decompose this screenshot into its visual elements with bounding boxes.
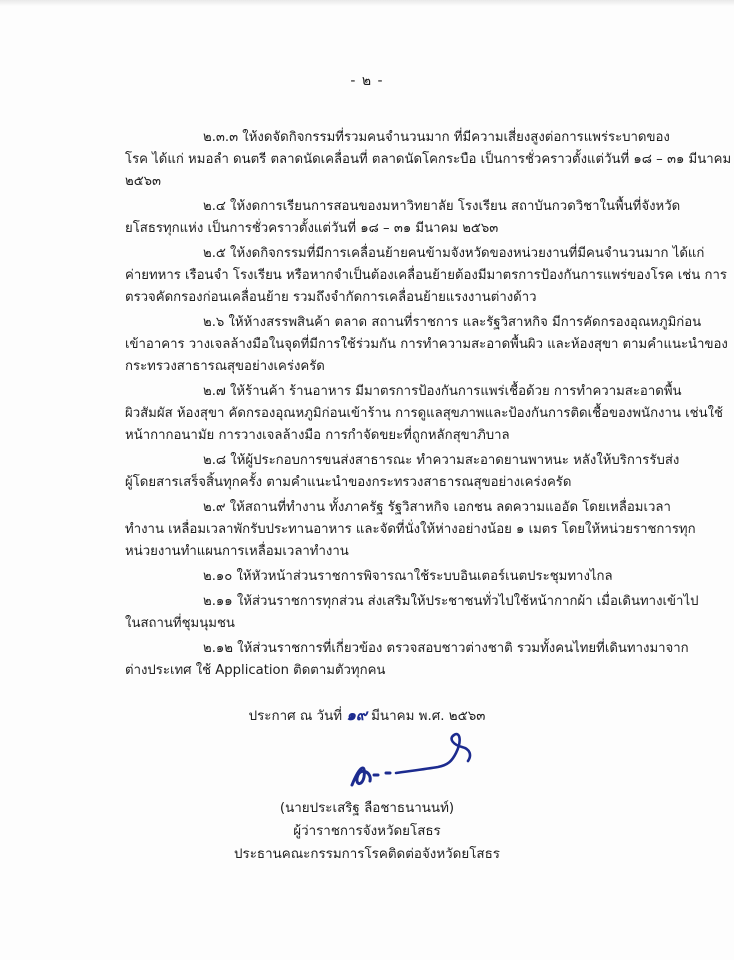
- signer-title: ผู้ว่าราชการจังหวัดยโสธร: [293, 824, 441, 839]
- signer-name: (นายประเสริฐ ลือชาธนานนท์): [279, 801, 455, 816]
- announcement-day: ๑๙: [346, 706, 367, 724]
- paragraph-2-11-line-1: ๒.๑๑ ให้ส่วนราชการทุกส่วน ส่งเสริมให้ประชาชนทั่วไปใช้หน้ากากผ้า เมื่อเดินทางเข้าไป: [203, 594, 699, 609]
- paragraph-2-6-line-3: กระทรวงสาธารณสุขอย่างเคร่งครัด: [125, 359, 325, 374]
- paragraph-2-10-line-1: ๒.๑๐ ให้หัวหน้าส่วนราชการพิจารณาใช้ระบบอินเตอร์เนตประชุมทางไกล: [203, 569, 613, 584]
- paragraph-2-12-line-1: ๒.๑๒ ให้ส่วนราชการที่เกี่ยวข้อง ตรวจสอบชาวต่างชาติ รวมทั้งคนไทยที่เดินทางมาจาก: [203, 641, 689, 656]
- paragraph-2-12-line-2: ต่างประเทศ ใช้ Application ติดตามตัวทุกคน: [125, 663, 386, 678]
- announcement-suffix: มีนาคม พ.ศ. ๒๕๖๓: [371, 709, 486, 724]
- handwritten-signature: [330, 715, 510, 800]
- paragraph-2-5-line-1: ๒.๕ ให้งดกิจกรรมที่มีการเคลื่อนย้ายคนข้ามจังหวัดของหน่วยงานที่มีคนจำนวนมาก ได้แก่: [203, 246, 705, 261]
- page-number: - ๒ -: [350, 73, 384, 89]
- paragraph-2-5-line-2: ค่ายทหาร เรือนจำ โรงเรียน หรือหากจำเป็นต้องเคลื่อนย้ายต้องมีมาตรการป้องกันการแพร่ของโรค เช่น การ: [125, 268, 727, 283]
- announcement-prefix: ประกาศ ณ วันที่: [248, 709, 343, 724]
- page-edge-shadow: [0, 0, 734, 6]
- paragraph-2-3-3-line-3: ๒๕๖๓: [125, 174, 162, 189]
- paragraph-2-9-line-3: หน่วยงานทำแผนการเหลื่อมเวลาทำงาน: [125, 544, 349, 559]
- paragraph-2-3-3-line-1: ๒.๓.๓ ให้งดจัดกิจกรรมที่รวมคนจำนวนมาก ที่มีความเสี่ยงสูงต่อการแพร่ระบาดของ: [203, 130, 670, 145]
- paragraph-2-8-line-2: ผู้โดยสารเสร็จสิ้นทุกครั้ง ตามคำแนะนำของกระทรวงสาธารณสุขอย่างเคร่งครัด: [125, 475, 572, 490]
- paragraph-2-7-line-2: ผิวสัมผัส ห้องสุขา คัดกรองอุณหภูมิก่อนเข้าร้าน การดูแลสุขภาพและป้องกันการติดเชื้อของพนักงาน เช่นใช้: [125, 406, 723, 421]
- paragraph-2-4-line-1: ๒.๔ ให้งดการเรียนการสอนของมหาวิทยาลัย โรงเรียน สถาบันกวดวิชาในพื้นที่จังหวัด: [203, 199, 681, 214]
- paragraph-2-9-line-2: ทำงาน เหลื่อมเวลาพักรับประทานอาหาร และจัดที่นั่งให้ห่างอย่างน้อย ๑ เมตร โดยให้หน่วยราชการทุก: [125, 522, 696, 537]
- paragraph-2-6-line-1: ๒.๖ ให้ห้างสรรพสินค้า ตลาด สถานที่ราชการ และรัฐวิสาหกิจ มีการคัดกรองอุณหภูมิก่อน: [203, 315, 702, 330]
- paragraph-2-6-line-2: เข้าอาคาร วางเจลล้างมือในจุดที่มีการใช้ร่วมกัน การทำความสะอาดพื้นผิว และห้องสุขา ตามคำแนะนำของ: [125, 337, 728, 352]
- paragraph-2-5-line-3: ตรวจคัดกรองก่อนเคลื่อนย้าย รวมถึงจำกัดการเคลื่อนย้ายแรงงานต่างด้าว: [125, 290, 537, 305]
- paragraph-2-11-line-2: ในสถานที่ชุมนุมชน: [125, 616, 235, 631]
- paragraph-2-7-line-3: หน้ากากอนามัย การวางเจลล้างมือ การกำจัดขยะที่ถูกหลักสุขาภิบาล: [125, 428, 510, 443]
- paragraph-2-4-line-2: ยโสธรทุกแห่ง เป็นการชั่วคราวตั้งแต่วันที่ ๑๘ – ๓๑ มีนาคม ๒๕๖๓: [125, 221, 499, 236]
- paragraph-2-7-line-1: ๒.๗ ให้ร้านค้า ร้านอาหาร มีมาตรการป้องกันการแพร่เชื้อด้วย การทำความสะอาดพื้น: [203, 384, 682, 399]
- paragraph-2-3-3-line-2: โรค ได้แก่ หมอลำ ดนตรี ตลาดนัดเคลื่อนที่ ตลาดนัดโคกระบือ เป็นการชั่วคราวตั้งแต่วันที่ ๑๘ – ๓๑ มีนาคม: [125, 152, 732, 167]
- paragraph-2-9-line-1: ๒.๙ ให้สถานที่ทำงาน ทั้งภาครัฐ รัฐวิสาหกิจ เอกชน ลดความแออัด โดยเหลื่อมเวลา: [203, 500, 671, 515]
- signer-role: ประธานคณะกรรมการโรคติดต่อจังหวัดยโสธร: [234, 847, 500, 862]
- paragraph-2-8-line-1: ๒.๘ ให้ผู้ประกอบการขนส่งสาธารณะ ทำความสะอาดยานพาหนะ หลังให้บริการรับส่ง: [203, 453, 680, 468]
